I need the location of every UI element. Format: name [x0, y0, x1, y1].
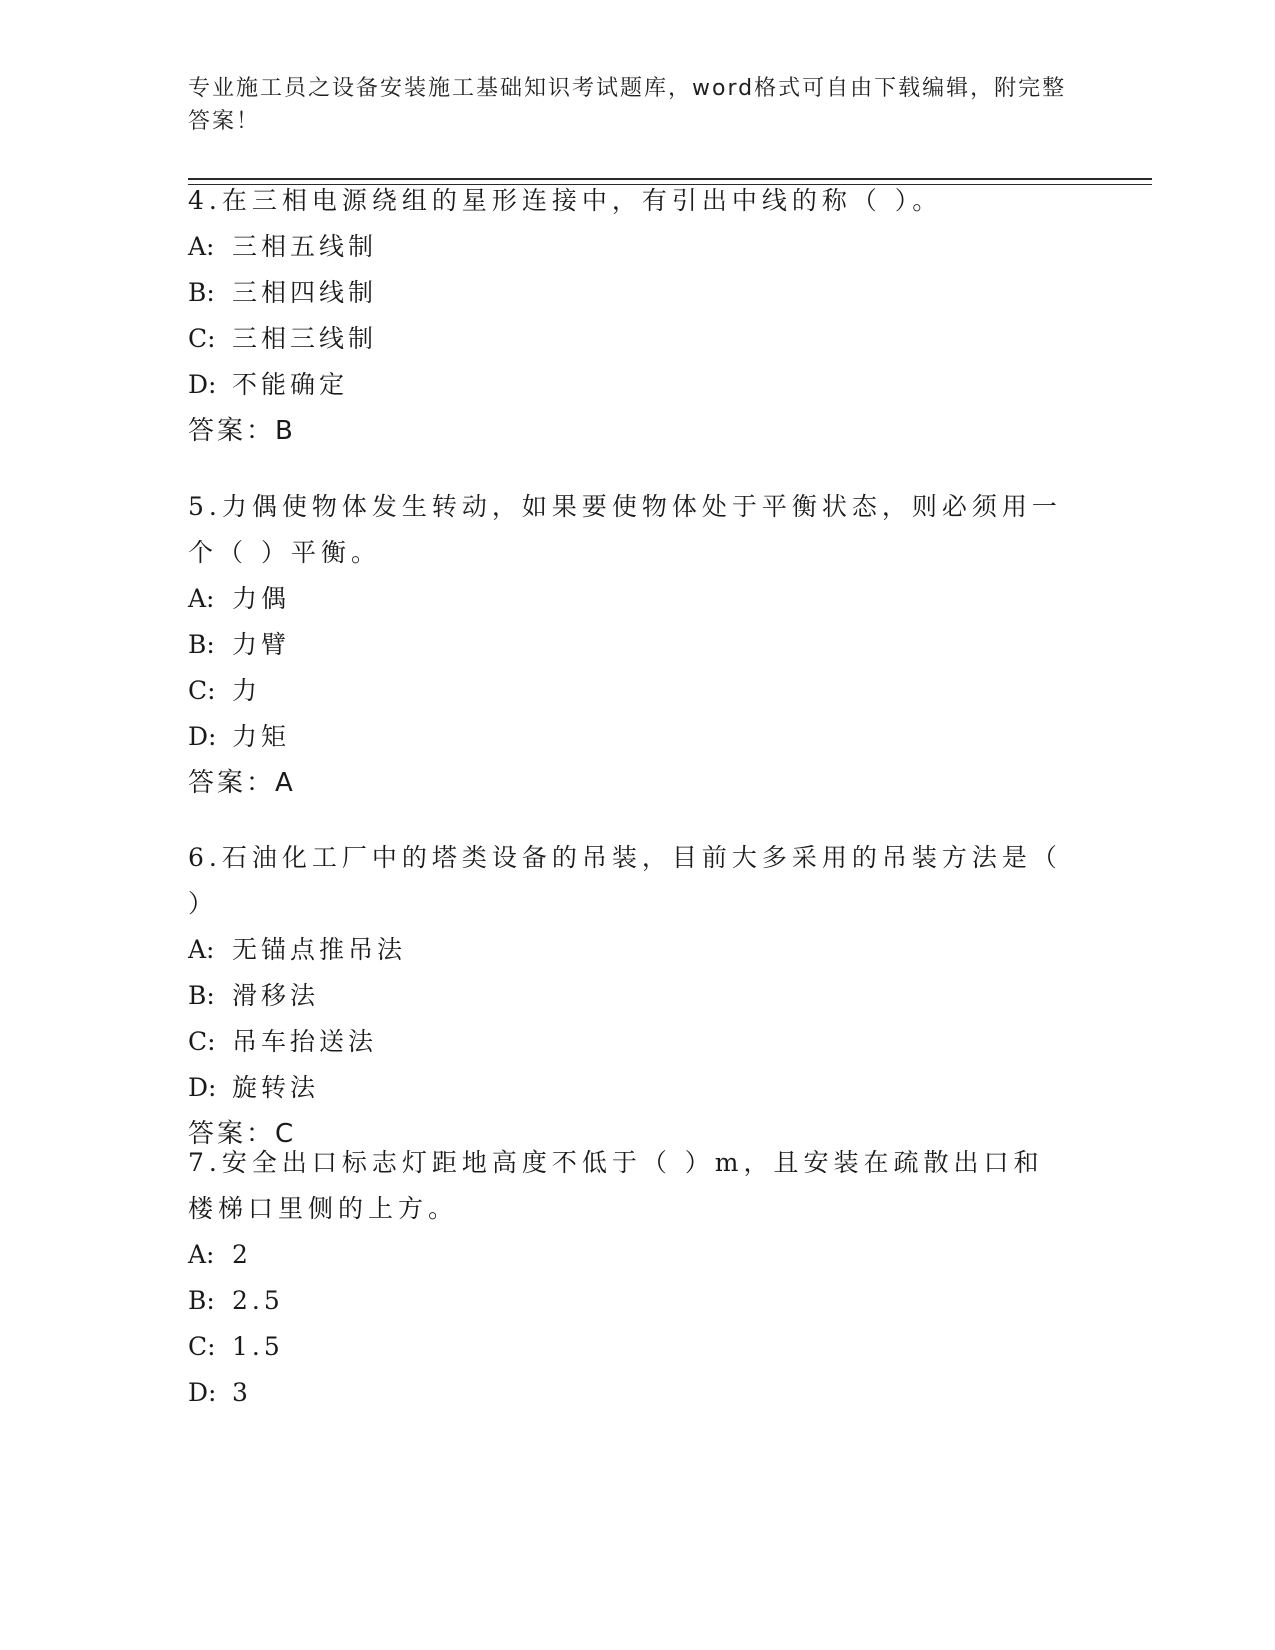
option-text: 1.5: [232, 1332, 284, 1361]
question-stem: 6.石油化工厂中的塔类设备的吊装，目前大多采用的吊装方法是（ ）: [188, 843, 1062, 918]
answer-line: 答案：C: [188, 1119, 297, 1149]
option-key: A:: [188, 232, 215, 261]
option-a: [188, 1232, 1068, 1278]
option-text: 三相三线制: [232, 324, 378, 353]
option-key: B:: [188, 981, 215, 1010]
option-key: D:: [188, 1378, 217, 1407]
option-key: C:: [188, 1332, 216, 1361]
option-key: A:: [188, 584, 215, 613]
option-text: 无锚点推吊法: [232, 935, 407, 964]
option-text: 三相四线制: [232, 278, 378, 307]
question-4: [188, 178, 1068, 454]
question-5: [188, 484, 1068, 806]
option-key: C:: [188, 676, 216, 705]
option-text: 力臂: [232, 630, 291, 659]
option-text: 3: [232, 1378, 252, 1407]
option-d: [188, 1065, 1068, 1111]
option-text: 力偶: [232, 584, 291, 613]
option-key: D:: [188, 370, 217, 399]
option-text: 力: [232, 676, 262, 705]
option-text: 吊车抬送法: [232, 1027, 378, 1056]
option-a: [188, 224, 1068, 270]
question-stem: 5.力偶使物体发生转动，如果要使物体处于平衡状态，则必须用一个（ ）平衡。: [188, 492, 1062, 567]
option-b: [188, 270, 1068, 316]
option-text: 2.5: [232, 1286, 284, 1315]
option-key: B:: [188, 1286, 215, 1315]
option-key: A:: [188, 935, 215, 964]
option-c: [188, 316, 1068, 362]
option-key: D:: [188, 722, 217, 751]
option-key: B:: [188, 278, 215, 307]
option-c: [188, 1324, 1068, 1370]
option-a: [188, 927, 1068, 973]
option-c: [188, 668, 1068, 714]
question-stem: 4.在三相电源绕组的星形连接中，有引出中线的称（ ）。: [188, 186, 943, 215]
option-c: [188, 1019, 1068, 1065]
option-key: A:: [188, 1240, 215, 1269]
option-text: 力矩: [232, 722, 291, 751]
option-key: C:: [188, 324, 216, 353]
option-key: B:: [188, 630, 215, 659]
option-b: [188, 622, 1068, 668]
option-key: D:: [188, 1073, 217, 1102]
option-d: [188, 714, 1068, 760]
option-key: C:: [188, 1027, 216, 1056]
question-stem: 7.安全出口标志灯距地高度不低于（ ）m，且安装在疏散出口和楼梯口里侧的上方。: [188, 1148, 1044, 1223]
option-b: [188, 1278, 1068, 1324]
option-d: [188, 1370, 1068, 1416]
option-text: 滑移法: [232, 981, 320, 1010]
option-a: [188, 576, 1068, 622]
question-7: [188, 1140, 1068, 1416]
option-text: 三相五线制: [232, 232, 378, 261]
answer-line: 答案：A: [188, 768, 296, 798]
question-6: [188, 835, 1068, 1157]
option-b: [188, 973, 1068, 1019]
answer-line: 答案：B: [188, 416, 296, 446]
document-header: 专业施工员之设备安装施工基础知识考试题库，word格式可自由下载编辑，附完整答案！: [188, 76, 1067, 134]
option-text: 不能确定: [232, 370, 349, 399]
option-d: [188, 362, 1068, 408]
option-text: 2: [232, 1240, 252, 1269]
option-text: 旋转法: [232, 1073, 320, 1102]
